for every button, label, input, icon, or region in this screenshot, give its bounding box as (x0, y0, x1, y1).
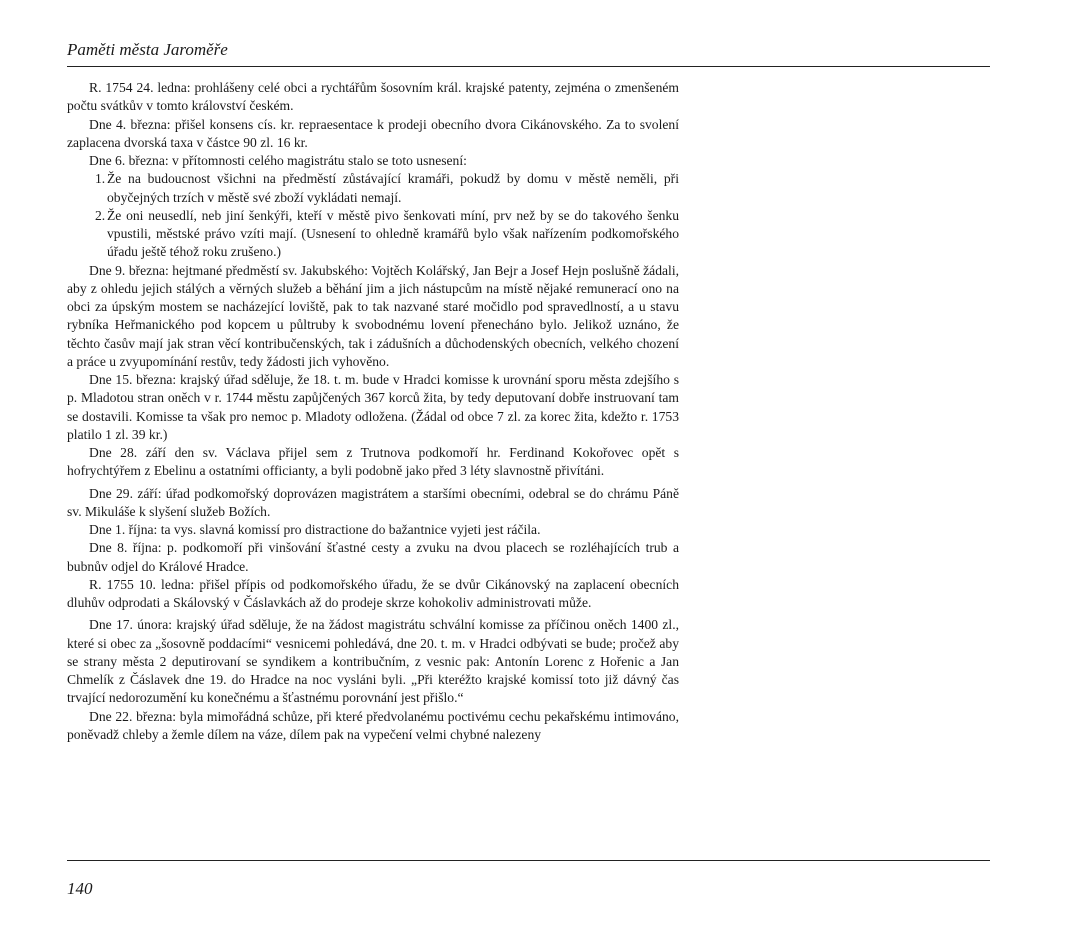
paragraph-1754-ledna: R. 1754 24. ledna: prohlášeny celé obci a rychtářům šosovním král. krajské patenty, zejména o zmenšeném počtu svátkův v tomto království českém. (67, 80, 679, 114)
paragraph-1755-ledna: R. 1755 10. ledna: přišel přípis od podkomořského úřadu, že se dvůr Cikánovský na zaplacení obecních dluhův odprodati a Skálovský v Čáslavkách až do prodeje skrze kohokoliv administrovati může. (67, 576, 679, 610)
page-body (67, 79, 679, 744)
paragraph-9-brezna: Dne 9. března: hejtmané předměstí sv. Jakubského: Vojtěch Kolářský, Jan Bejr a Josef Hejn poslušně žádali, aby z ohledu jejich stálých a věrných služeb a běhání jim a jich nástupcům na místě nějaké remunerací ono na obci za úpským mostem se nacházející loviště, pak to tak nazvané staré močidlo pod spravedlností, a u stavu rybníka Heřmanického pod kopcem u půltruby k svobodnému lovení přenecháno bylo. Jelikož uznáno, že těchto časův mají jak stran věcí kontribučenských, tak i zádušních a důchodenských obecních, velkého chození a práce u zvyupomínání restův, tedy žádosti jich vyhověno. (67, 262, 679, 369)
paragraph-8-rijna: Dne 8. října: p. podkomoří při vinšování šťastné cesty a zvuku na dvou placech se rozléhajících trub a bubnův odjel do Králové Hradce. (67, 540, 679, 574)
paragraph-28-zari: Dne 28. září den sv. Václava přijel sem z Trutnova podkomoří hr. Ferdinand Kokořovec opět s hofrychtýřem z Ebelinu a ostatními officianty, a byli podobně jako před 3 léty slavnostně přivítáni. (67, 445, 679, 479)
list-item-text: Že oni neusedlí, neb jiní šenkýři, kteří v městě pivo šenkovati míní, prv než by se do takového šenku vpustili, městské právo vzíti mají. (Usnesení to ohledně kramářů bylo však nařízením podkomořského úřadu ještě téhož roku zrušeno.) (107, 207, 679, 260)
paragraph-29-zari: Dne 29. září: úřad podkomořský doprovázen magistrátem a staršími obecními, odebral se do chrámu Páně sv. Mikuláše k slyšení služeb Božích. (67, 485, 679, 519)
list-item-number: 2. (95, 207, 106, 223)
paragraph-6-brezna: Dne 6. března: v přítomnosti celého magistrátu stalo se toto usnesení: (89, 153, 467, 168)
header-rule (67, 66, 990, 67)
running-header-title: Paměti města Jaroměře (67, 40, 228, 59)
page-number: 140 (67, 879, 93, 898)
paragraph-17-unora: Dne 17. února: krajský úřad sděluje, že na žádost magistrátu schvální komisse za příčinou oněch 1400 zl., které si obec za „šosovně poddacími“ vesnicemi pohledává, dne 20. t. m. v Hradci odbývati se bude; pročež aby se strany města 2 deputirovaní se syndikem a kontribučním, z vesnic pak: Antonín Lorenc z Hořenic a Jan Chmelík z Čáslavek dne 19. do Hradce na noc vysláni byli. „Při kteréžto krajské komissí toto již dávný čas trvající nedorozumění ku konečnému a šťastnému porovnání jest přišlo.“ (67, 617, 679, 706)
resolution-list (67, 170, 679, 261)
list-item-text: Že na budoucnost všichni na předměstí zůstávající kramáři, pokudž by domu v městě neměli, při obyčejných trzích v městě své zboží vykládati nemají. (107, 171, 679, 205)
list-item (67, 170, 679, 207)
list-item-number: 1. (95, 171, 106, 187)
paragraph-22-brezna: Dne 22. března: byla mimořádná schůze, při které předvolanému poctivému cechu pekařskému intimováno, poněvadž chleby a žemle dílem na váze, dílem pak na vypečení velmi chybné nalezeny (67, 708, 679, 742)
footer-rule (67, 860, 990, 861)
paragraph-4-brezna: Dne 4. března: přišel konsens cís. kr. repraesentace k prodeji obecního dvora Cikánovského. Za to svolení zaplacena dvorská taxa v částce 90 zl. 16 kr. (67, 116, 679, 150)
paragraph-1-rijna: Dne 1. října: ta vys. slavná komissí pro distractione do bažantnice vyjeti jest ráčila. (89, 522, 541, 537)
paragraph-15-brezna: Dne 15. března: krajský úřad sděluje, že 18. t. m. bude v Hradci komisse k urovnání sporu města zdejšího s p. Mladotou stran oněch v r. 1744 městu zapůjčených 367 korců žita, by tedy deputovaní dobře instruovaní tam se dostavili. Komisse ta však pro nemoc p. Mladoty odložena. (Žádal od obce 7 zl. za korec žita, kdežto r. 1753 platilo 1 zl. 39 kr.) (67, 372, 679, 442)
list-item (67, 207, 679, 262)
